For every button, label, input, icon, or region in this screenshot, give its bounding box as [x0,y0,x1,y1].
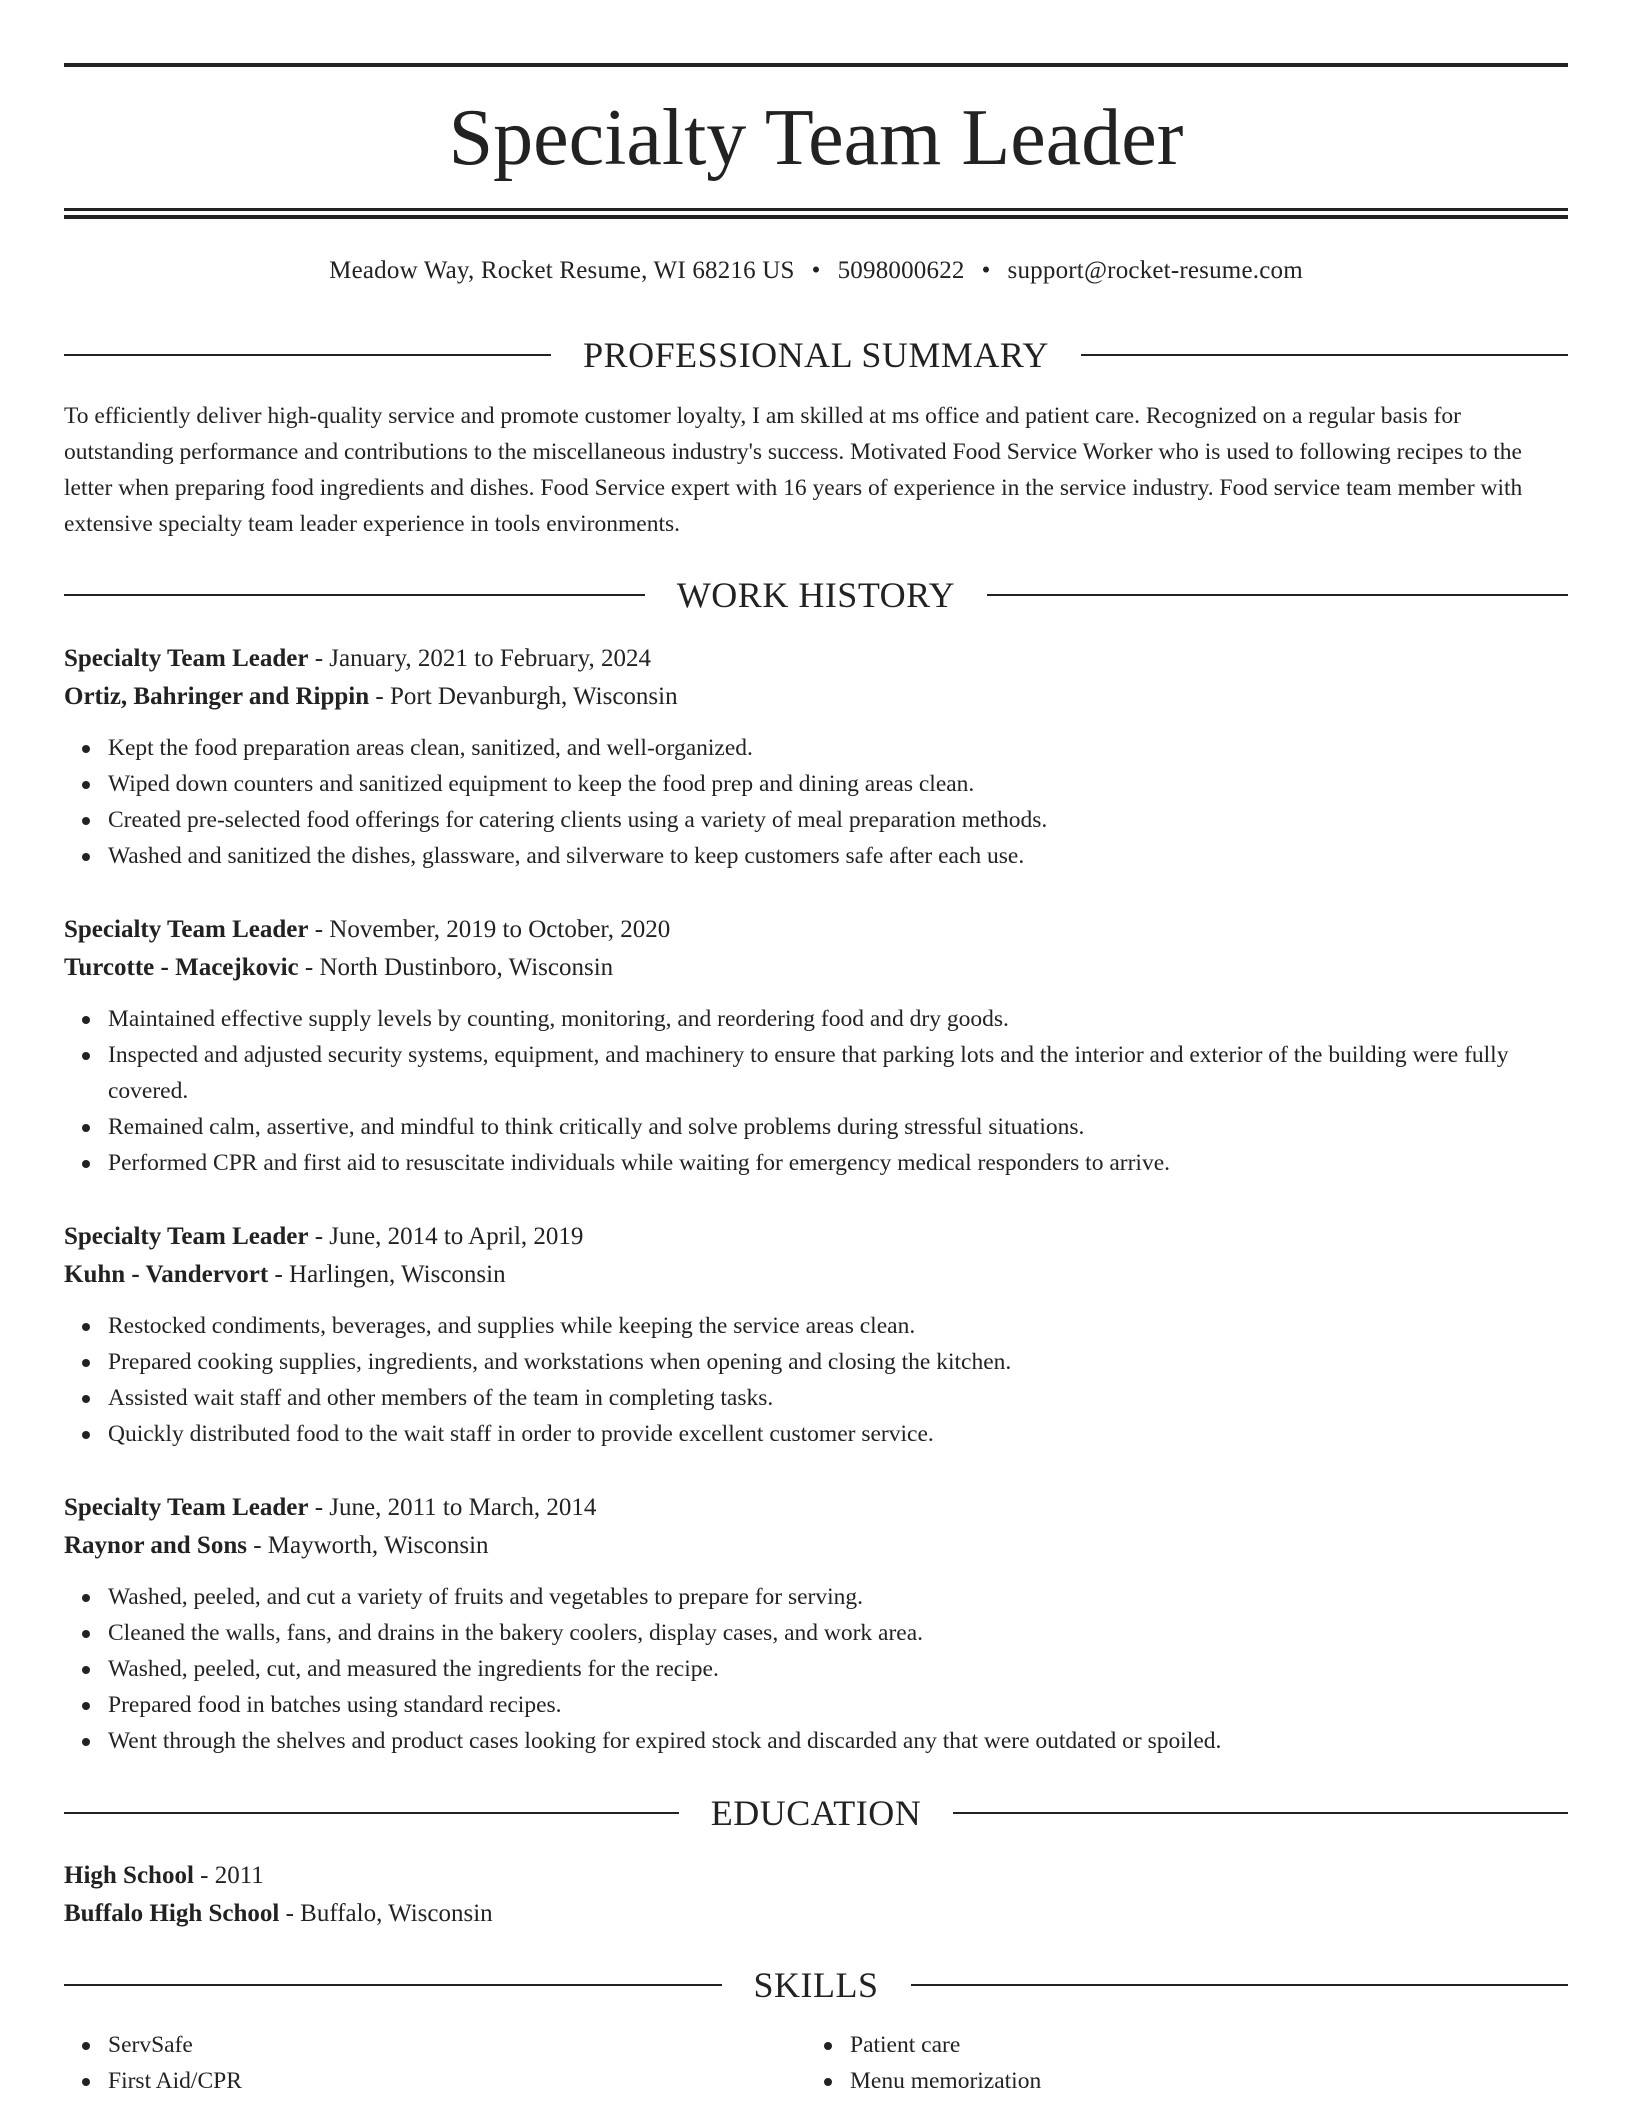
education-location: - Buffalo, Wisconsin [279,1900,493,1927]
job-company-line [64,949,1568,987]
job-bullet: Prepared food in batches using standard recipes. [108,1687,1568,1723]
job-entry [64,1489,1568,1759]
job-company: Turcotte - Macejkovic [64,954,299,981]
section-title: WORK HISTORY [676,575,956,615]
contact-separator: • [811,257,821,284]
skill-item: Patient care [850,2027,1548,2063]
job-location: - Port Devanburgh, Wisconsin [369,683,678,710]
job-title-line [64,1489,1568,1527]
education-school-line [64,1895,1568,1933]
job-bullet: Restocked condiments, beverages, and supplies while keeping the service areas clean. [108,1308,1568,1344]
job-company-line [64,1527,1568,1565]
skills-column-left [64,2027,806,2099]
job-bullets [64,1308,1568,1452]
header-top-rule [64,63,1568,67]
job-company-line [64,678,1568,716]
summary-text: To efficiently deliver high-quality service and promote customer loyalty, I am skilled at ms office and patient care. Recognized on a regular basis for outstanding performance and contributions to the miscellaneous industry's success. Motivated Food Service Worker who is used to following recipes to the letter when preparing food ingredients and dishes. Food Service expert with 16 years of experience in the service industry. Food service team member with extensive specialty team leader experience in tools environments. [64,403,1523,537]
heading-rule-left [64,1984,722,1986]
contact-line [64,253,1568,289]
heading-rule-right [953,1812,1568,1814]
job-entry [64,911,1568,1181]
job-bullets [64,730,1568,874]
job-location: - Mayworth, Wisconsin [246,1532,489,1559]
job-bullet: Performed CPR and first aid to resuscitate individuals while waiting for emergency medical responders to arrive. [108,1145,1568,1181]
job-title: Specialty Team Leader [64,1223,309,1250]
education-degree: High School [64,1862,194,1889]
contact-address: Meadow Way, Rocket Resume, WI 68216 US [329,257,795,284]
job-title-line [64,640,1568,678]
job-bullet: Created pre-selected food offerings for catering clients using a variety of meal preparation methods. [108,802,1568,838]
job-bullet: Wiped down counters and sanitized equipment to keep the food prep and dining areas clean. [108,766,1568,802]
job-bullet: Kept the food preparation areas clean, sanitized, and well-organized. [108,730,1568,766]
skill-item: ServSafe [108,2027,806,2063]
job-location: - Harlingen, Wisconsin [268,1261,506,1288]
section-heading-education [64,1791,1568,1835]
heading-rule-right [987,594,1568,596]
skills-column-right [806,2027,1548,2099]
job-bullet: Went through the shelves and product cases looking for expired stock and discarded any that were outdated or spoiled. [108,1723,1568,1759]
section-title: SKILLS [753,1965,879,2005]
job-bullet: Maintained effective supply levels by counting, monitoring, and reordering food and dry goods. [108,1001,1568,1037]
heading-rule-left [64,1812,679,1814]
job-bullets [64,1001,1568,1181]
contact-separator: • [981,257,991,284]
job-entry [64,640,1568,874]
heading-rule-right [911,1984,1569,1986]
job-bullet: Washed, peeled, and cut a variety of fruits and vegetables to prepare for serving. [108,1579,1568,1615]
job-title-line [64,911,1568,949]
section-title: PROFESSIONAL SUMMARY [583,335,1049,375]
job-company-line [64,1256,1568,1294]
section-heading-work-history [64,573,1568,617]
contact-phone: 5098000622 [837,257,965,284]
education-year: - 2011 [193,1862,264,1889]
job-bullet: Washed and sanitized the dishes, glassware, and silverware to keep customers safe after each use. [108,838,1568,874]
job-dates: - January, 2021 to February, 2024 [308,645,651,672]
header-double-rule [64,208,1568,219]
job-bullet: Prepared cooking supplies, ingredients, and workstations when opening and closing the kitchen. [108,1344,1568,1380]
job-company: Ortiz, Bahringer and Rippin [64,683,370,710]
skills-list [64,2027,1568,2099]
job-bullet: Inspected and adjusted security systems, equipment, and machinery to ensure that parking lots and the interior and exterior of the building were fully covered. [108,1037,1568,1109]
section-heading-summary [64,333,1568,377]
job-title-line [64,1218,1568,1256]
job-company: Raynor and Sons [64,1532,247,1559]
job-bullet: Remained calm, assertive, and mindful to think critically and solve problems during stressful situations. [108,1109,1568,1145]
resume-name: Specialty Team Leader [448,94,1184,182]
job-dates: - June, 2014 to April, 2019 [308,1223,584,1250]
job-dates: - June, 2011 to March, 2014 [308,1494,597,1521]
skill-item: First Aid/CPR [108,2063,806,2099]
section-title: EDUCATION [710,1793,922,1833]
job-title: Specialty Team Leader [64,916,309,943]
heading-rule-left [64,354,551,356]
job-entry [64,1218,1568,1452]
education-entry [64,1857,1568,1933]
education-degree-line [64,1857,1568,1895]
job-title: Specialty Team Leader [64,1494,309,1521]
heading-rule-left [64,594,645,596]
skill-item: Menu memorization [850,2063,1548,2099]
job-bullet: Cleaned the walls, fans, and drains in the bakery coolers, display cases, and work area. [108,1615,1568,1651]
job-title: Specialty Team Leader [64,645,309,672]
job-bullet: Washed, peeled, cut, and measured the ingredients for the recipe. [108,1651,1568,1687]
job-bullet: Assisted wait staff and other members of the team in completing tasks. [108,1380,1568,1416]
job-bullets [64,1579,1568,1759]
job-bullet: Quickly distributed food to the wait staff in order to provide excellent customer service. [108,1416,1568,1452]
job-dates: - November, 2019 to October, 2020 [308,916,671,943]
job-company: Kuhn - Vandervort [64,1261,269,1288]
education-school: Buffalo High School [64,1900,280,1927]
heading-rule-right [1081,354,1568,356]
contact-email: support@rocket-resume.com [1007,257,1303,284]
job-location: - North Dustinboro, Wisconsin [298,954,614,981]
section-heading-skills [64,1963,1568,2007]
